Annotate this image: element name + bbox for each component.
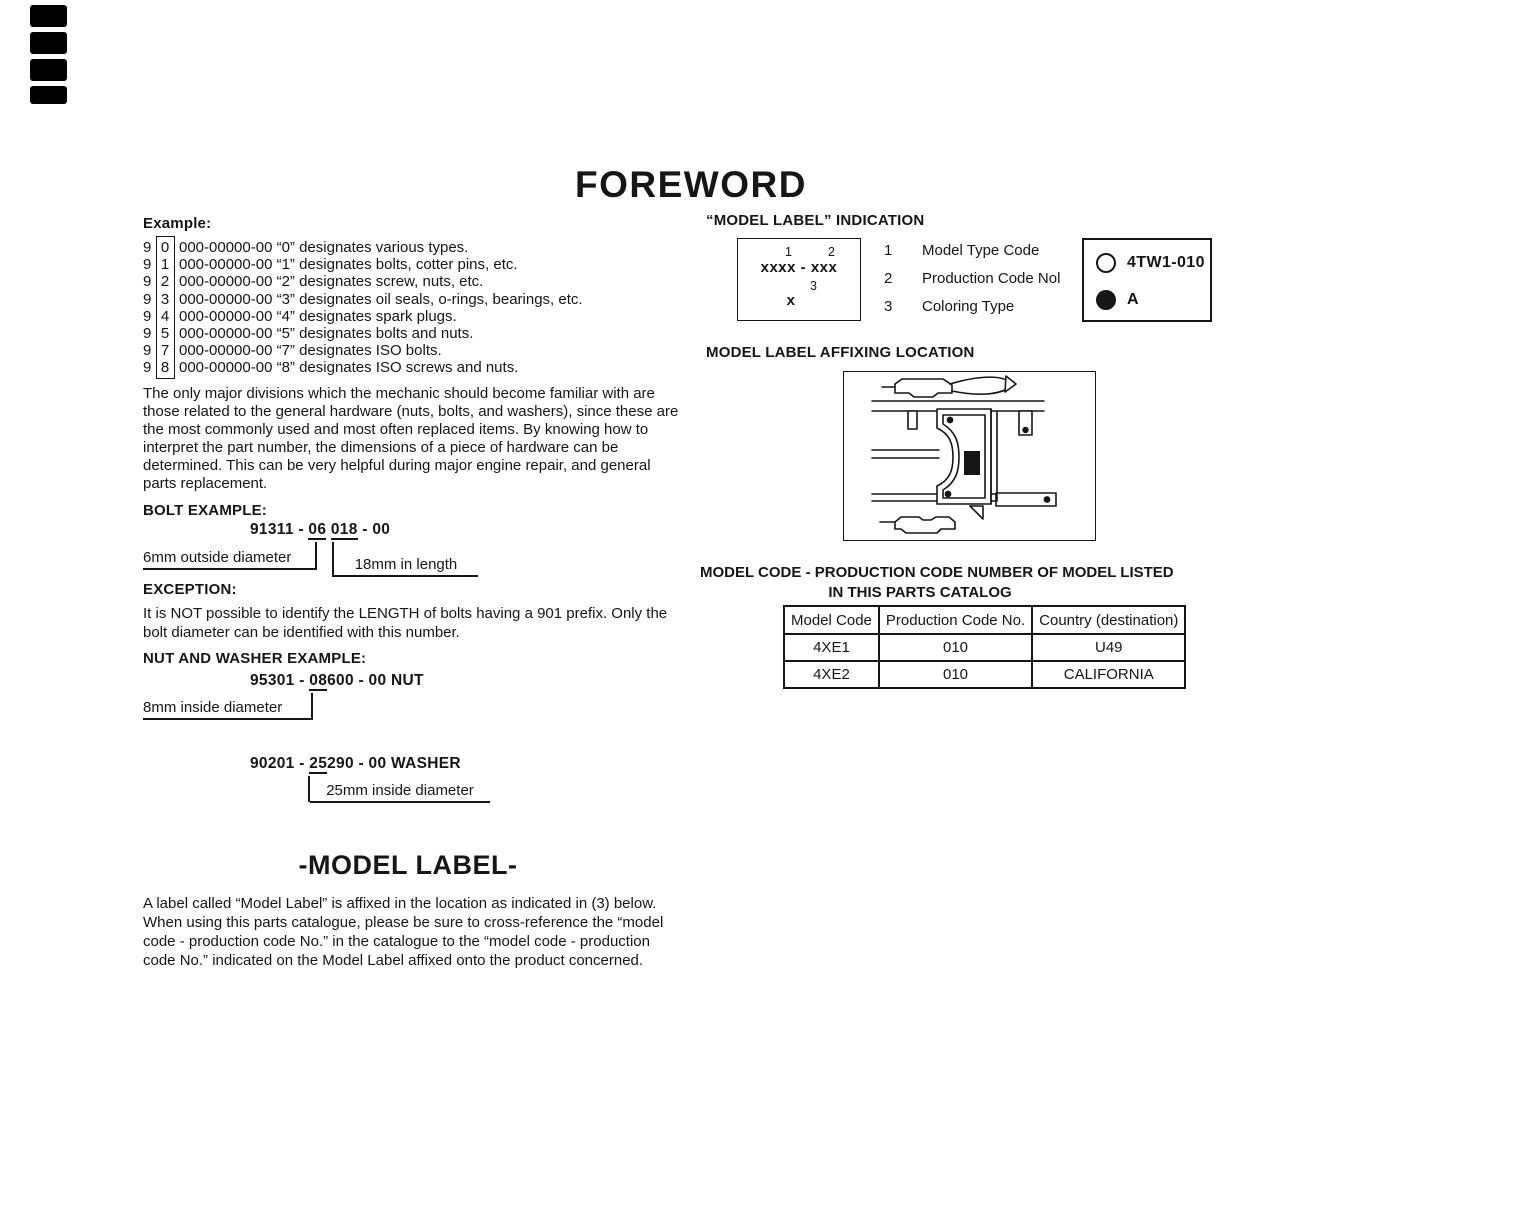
row-digit: 5 [160, 324, 170, 342]
indication-heading: “MODEL LABEL” INDICATION [706, 212, 925, 229]
paragraph-line: parts replacement. [143, 474, 268, 492]
paragraph-line: those related to the general hardware (nuts, bolts, and washers), since these are [143, 402, 679, 420]
page-title: FOREWORD [575, 164, 807, 205]
example-row [143, 273, 583, 290]
example-row [143, 342, 583, 359]
row-digit: 7 [160, 342, 170, 360]
paragraph-line: interpret the part number, the dimensions of a piece of hardware can be [143, 438, 619, 456]
cell-production-code: 010 [879, 661, 1032, 688]
row-text: 000-00000-00 “5” designates bolts and nuts. [179, 324, 474, 342]
affixing-heading: MODEL LABEL AFFIXING LOCATION [706, 344, 975, 361]
example-heading: Example: [143, 215, 212, 232]
plate-row [1096, 253, 1205, 273]
bolt-length-label: 18mm in length [334, 556, 478, 577]
example-row [143, 325, 583, 342]
row-digit: 4 [160, 307, 170, 325]
nut-washer-heading: NUT AND WASHER EXAMPLE: [143, 650, 367, 667]
row-prefix: 9 [143, 290, 152, 308]
cell-production-code: 010 [879, 634, 1032, 661]
ref-number-1: 1 [785, 245, 792, 259]
row-text: 000-00000-00 “0” designates various types. [179, 239, 469, 256]
plate-row [1096, 290, 1139, 310]
row-text: 000-00000-00 “1” designates bolts, cotter pins, etc. [179, 256, 518, 274]
paragraph-line: It is NOT possible to identify the LENGTH of bolts having a 901 prefix. Only the [143, 605, 668, 622]
part-segment: - 00 [357, 521, 391, 538]
part-segment: 91311 - [250, 521, 309, 538]
filled-circle-icon [1096, 290, 1116, 310]
row-prefix: 9 [143, 256, 152, 274]
paragraph-line: determined. This can be very helpful during major engine repair, and general [143, 456, 651, 474]
row-digit: 3 [160, 290, 170, 308]
part-segment: 600 - 00 NUT [327, 672, 424, 689]
row-digit: 1 [160, 256, 170, 274]
scan-mark [30, 5, 67, 27]
row-prefix: 9 [143, 307, 152, 325]
cell-country: CALIFORNIA [1032, 661, 1185, 688]
indication-sample-box [737, 238, 861, 321]
row-text: 000-00000-00 “2” designates screw, nuts, etc. [179, 273, 484, 291]
paragraph-line: code No.” indicated on the Model Label affixed onto the product concerned. [143, 952, 644, 969]
nut-part-number [250, 672, 424, 690]
legend-label: Production Code Nol [922, 270, 1061, 287]
part-length-segment: 018 [330, 521, 358, 538]
part-diameter-segment: 08 [309, 672, 328, 689]
example-row [143, 256, 583, 273]
paragraph-line: bolt diameter can be identified with this number. [143, 624, 460, 641]
table-row [784, 661, 1185, 688]
cell-model-code: 4XE1 [784, 634, 879, 661]
example-row [143, 239, 583, 256]
legend-label: Coloring Type [922, 298, 1015, 315]
paragraph-line: When using this parts catalogue, please be sure to cross-reference the “model [143, 914, 664, 931]
paragraph-line: The only major divisions which the mechanic should become familiar with are [143, 385, 655, 402]
scan-mark [30, 86, 67, 104]
catalog-heading [700, 563, 1174, 603]
table-row [784, 634, 1185, 661]
col-header-production-code: Production Code No. [879, 606, 1032, 634]
legend-item [884, 270, 1060, 287]
bolt-diameter-label: 6mm outside diameter [143, 549, 317, 570]
row-text: 000-00000-00 “7” designates ISO bolts. [179, 342, 442, 360]
part-segment: 95301 - [250, 672, 310, 689]
legend-item [884, 242, 1039, 259]
scan-mark [30, 32, 67, 54]
cell-country: U49 [1032, 634, 1185, 661]
code-placeholder: xxxx - xxx [760, 259, 838, 276]
frame-diagram [843, 371, 1096, 541]
bolt-example-heading: BOLT EXAMPLE: [143, 502, 267, 519]
intro-paragraph [143, 385, 678, 492]
ref-number-2: 2 [828, 245, 835, 259]
col-header-country: Country (destination) [1032, 606, 1185, 634]
table-header-row [784, 606, 1185, 634]
part-segment: 290 - 00 WASHER [327, 755, 461, 772]
legend-number: 2 [884, 270, 893, 287]
row-text: 000-00000-00 “4” designates spark plugs. [179, 307, 457, 325]
legend-label: Model Type Code [922, 242, 1040, 259]
row-digit: 2 [160, 273, 170, 291]
model-label-paragraph [143, 894, 663, 970]
example-row [143, 359, 583, 376]
color-placeholder: x [786, 292, 796, 309]
exception-paragraph [143, 604, 667, 642]
row-prefix: 9 [143, 359, 152, 377]
row-text: 000-00000-00 “8” designates ISO screws and nuts. [179, 359, 519, 377]
col-header-model-code: Model Code [784, 606, 879, 634]
legend-number: 3 [884, 298, 893, 315]
exception-heading: EXCEPTION: [143, 581, 237, 598]
example-row [143, 308, 583, 325]
nut-diameter-label: 8mm inside diameter [143, 699, 313, 720]
row-prefix: 9 [143, 342, 152, 360]
scan-mark [30, 59, 67, 81]
plate-model-code: 4TW1-010 [1127, 254, 1205, 271]
washer-diameter-label: 25mm inside diameter [310, 782, 490, 803]
ref-number-3: 3 [810, 279, 817, 293]
legend-number: 1 [884, 242, 893, 259]
model-code-table [783, 605, 1186, 689]
row-text: 000-00000-00 “3” designates oil seals, o-rings, bearings, etc. [179, 290, 583, 308]
bolt-part-number [250, 521, 390, 539]
catalog-heading-line1: MODEL CODE - PRODUCTION CODE NUMBER OF MODEL LISTED [700, 564, 1174, 581]
paragraph-line: the most commonly used and most often replaced items. By knowing how to [143, 420, 649, 438]
catalog-heading-line2: IN THIS PARTS CATALOG [828, 584, 1012, 601]
row-digit: 0 [160, 239, 170, 256]
row-prefix: 9 [143, 239, 152, 256]
part-segment: 90201 - [250, 755, 310, 772]
cell-model-code: 4XE2 [784, 661, 879, 688]
legend-item [884, 298, 1014, 315]
model-label-plate [1082, 238, 1212, 322]
row-digit: 8 [160, 359, 170, 377]
example-list [143, 239, 583, 377]
example-row [143, 291, 583, 308]
row-prefix: 9 [143, 324, 152, 342]
part-diameter-segment: 06 [308, 521, 327, 538]
model-label-heading: -MODEL LABEL- [298, 850, 518, 880]
plate-color-code: A [1127, 291, 1139, 308]
empty-circle-icon [1096, 253, 1116, 273]
paragraph-line: code - production code No.” in the catalogue to the “model code - production [143, 933, 650, 950]
washer-part-number [250, 755, 461, 773]
row-prefix: 9 [143, 273, 152, 291]
part-diameter-segment: 25 [309, 755, 328, 772]
frame-diagram-drawing [844, 372, 1094, 539]
paragraph-line: A label called “Model Label” is affixed in the location as indicated in (3) below. [143, 895, 657, 912]
